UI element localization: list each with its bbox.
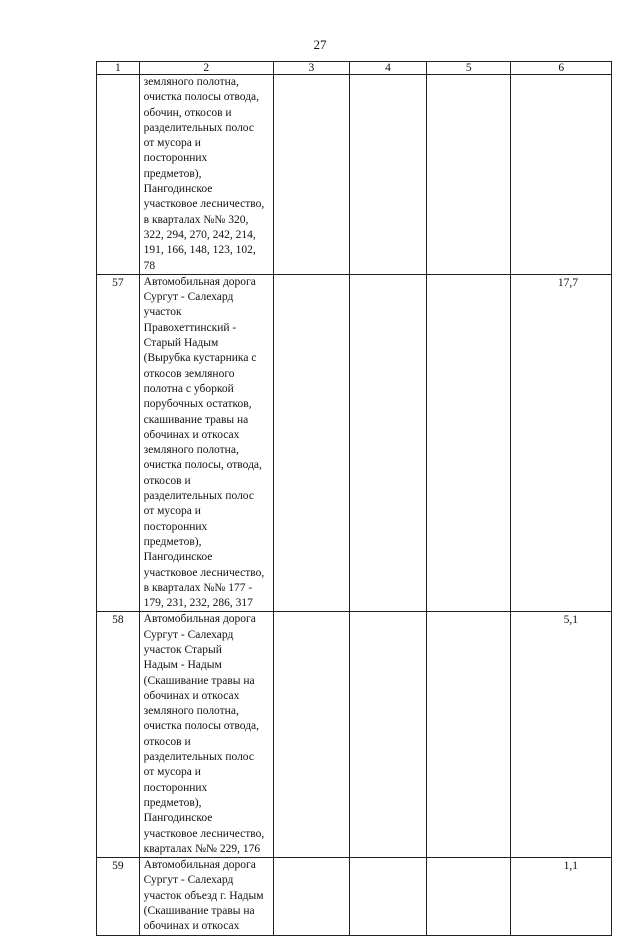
col-header-4: 4 — [349, 62, 426, 75]
row-value: 5,1 — [511, 612, 612, 858]
row-col-3 — [273, 858, 349, 935]
row-col-5 — [427, 274, 511, 612]
header-row — [97, 62, 612, 75]
data-table — [96, 61, 612, 936]
row-description: Автомобильная дорога Сургут - Салехард участок Правохеттинский - Старый Надым (Вырубка кустарника с откосов земляного полотна с уборкой порубочных остатков, скашивание травы на обочинах и откосах земляного полотна, очистка полосы, отвода, откосов и разделительных полос от мусора и посторонних предметов), Пангодинское участковое лесничество, в кварталах №№ 177 - 179, 231, 232, 286, 317 — [139, 274, 273, 612]
row-col-4 — [349, 612, 426, 858]
col-header-6: 6 — [511, 62, 612, 75]
table-row — [97, 612, 612, 858]
row-number: 59 — [97, 858, 140, 935]
row-col-4 — [349, 75, 426, 275]
row-col-5 — [427, 75, 511, 275]
row-value — [511, 75, 612, 275]
col-header-5: 5 — [427, 62, 511, 75]
row-col-4 — [349, 858, 426, 935]
row-description: Автомобильная дорога Сургут - Салехард участок объезд г. Надым (Скашивание травы на обочинах и откосах — [139, 858, 273, 935]
row-col-3 — [273, 612, 349, 858]
row-description: Автомобильная дорога Сургут - Салехард участок Старый Надым - Надым (Скашивание травы на обочинах и откосах земляного полотна, очистка полосы отвода, откосов и разделительных полос от мусора и посторонних предметов), Пангодинское участковое лесничество, кварталах №№ 229, 176 — [139, 612, 273, 858]
table-row — [97, 858, 612, 935]
row-col-5 — [427, 858, 511, 935]
row-description: земляного полотна, очистка полосы отвода, обочин, откосов и разделительных полос от мусора и посторонних предметов), Пангодинское участковое лесничество, в кварталах №№ 320, 322, 294, 270, 242, 214, 191, 166, 148, 123, 102, 78 — [139, 75, 273, 275]
row-col-3 — [273, 274, 349, 612]
row-number — [97, 75, 140, 275]
row-number: 57 — [97, 274, 140, 612]
col-header-3: 3 — [273, 62, 349, 75]
row-value: 17,7 — [511, 274, 612, 612]
col-header-1: 1 — [97, 62, 140, 75]
col-header-2: 2 — [139, 62, 273, 75]
row-value: 1,1 — [511, 858, 612, 935]
row-col-3 — [273, 75, 349, 275]
row-col-4 — [349, 274, 426, 612]
page-number: 27 — [313, 37, 327, 52]
table-row — [97, 75, 612, 275]
row-number: 58 — [97, 612, 140, 858]
table-row — [97, 274, 612, 612]
row-col-5 — [427, 612, 511, 858]
